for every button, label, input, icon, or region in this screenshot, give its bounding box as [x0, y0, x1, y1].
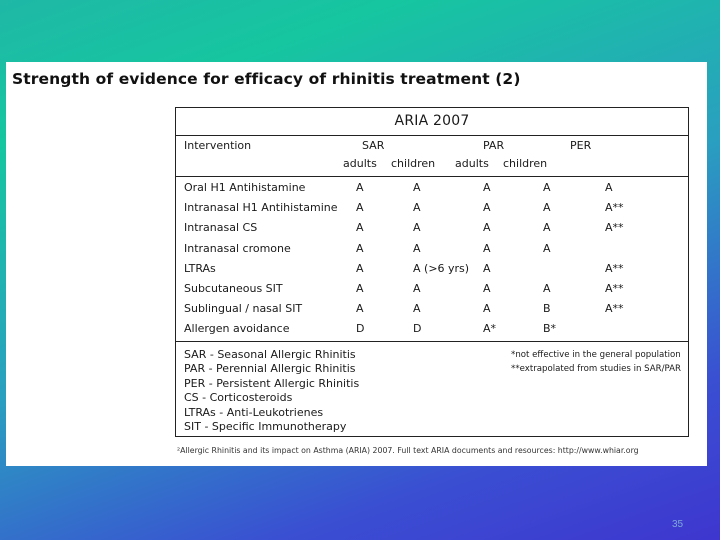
cell-sar-children: A — [413, 282, 421, 295]
cell-intervention: Intranasal cromone — [184, 241, 291, 255]
cell-intervention: LTRAs — [184, 261, 216, 275]
cell-sar-children: A — [413, 302, 421, 316]
col-sar-children: children — [391, 157, 436, 170]
cell-sar-adults: A — [356, 181, 364, 194]
cell-intervention: Sublingual / nasal SIT — [184, 302, 303, 316]
cell-par-children: A — [543, 282, 551, 295]
table-header: ARIA 2007 — [176, 108, 688, 136]
cell-sar-adults: A — [356, 261, 364, 275]
table-row — [176, 201, 688, 221]
cell-par-children: A — [543, 221, 551, 235]
table-row — [176, 262, 688, 282]
cell-sar-adults: D — [356, 322, 365, 336]
legend-item: PER - Persistent Allergic Rhinitis — [184, 376, 360, 390]
cell-par-children: A — [543, 201, 551, 215]
cell-par-adults: A — [483, 241, 491, 255]
slide-title: Strength of evidence for efficacy of rhinitis treatment (2) — [12, 70, 521, 88]
column-headers — [176, 136, 688, 177]
evidence-table — [175, 107, 689, 437]
cell-per: A** — [605, 201, 624, 215]
cell-par-children: A — [543, 181, 551, 194]
cell-per: A — [605, 181, 613, 194]
footnote-item: *not effective in the general population — [511, 350, 681, 360]
legend-item: CS - Corticosteroids — [184, 391, 293, 405]
col-par: PAR — [483, 139, 505, 152]
cell-sar-children: D — [413, 322, 422, 336]
cell-intervention: Intranasal CS — [184, 221, 258, 235]
cell-per: A** — [605, 261, 624, 275]
col-per: PER — [570, 139, 592, 152]
cell-par-children: A — [543, 241, 551, 255]
cell-par-children: B* — [543, 322, 557, 336]
legend-item: LTRAs - Anti-Leukotrienes — [184, 405, 324, 419]
col-par-adults: adults — [455, 157, 489, 170]
footnotes — [511, 348, 681, 376]
table-row — [176, 221, 688, 241]
col-sar-adults: adults — [343, 157, 377, 170]
table-row — [176, 181, 688, 201]
legend-item: SAR - Seasonal Allergic Rhinitis — [184, 348, 356, 361]
slide-card — [6, 62, 707, 466]
source-note: ²Allergic Rhinitis and its impact on Asthma (ARIA) 2007. Full text ARIA documents and resources: http://www.whiar.org — [177, 446, 639, 455]
cell-sar-children: A — [413, 241, 421, 255]
legend-item: PAR - Perennial Allergic Rhinitis — [184, 362, 356, 376]
cell-sar-adults: A — [356, 282, 364, 295]
legend-item: SIT - Specific Immunotherapy — [184, 420, 347, 434]
col-intervention: Intervention — [184, 139, 252, 152]
cell-per: A** — [605, 302, 624, 316]
cell-intervention: Intranasal H1 Antihistamine — [184, 201, 338, 215]
cell-sar-children: A (>6 yrs) — [413, 261, 470, 275]
cell-par-adults: A — [483, 181, 491, 194]
cell-per: A** — [605, 282, 624, 295]
table-row — [176, 242, 688, 262]
cell-intervention: Oral H1 Antihistamine — [184, 181, 306, 194]
cell-par-adults: A* — [483, 322, 497, 336]
col-par-children: children — [503, 157, 548, 170]
footnote-item: **extrapolated from studies in SAR/PAR — [511, 364, 681, 374]
cell-sar-adults: A — [356, 201, 364, 215]
cell-par-adults: A — [483, 302, 491, 316]
cell-sar-adults: A — [356, 241, 364, 255]
cell-per: A** — [605, 221, 624, 235]
cell-intervention: Allergen avoidance — [184, 322, 290, 336]
abbreviation-legend — [184, 348, 359, 434]
cell-par-adults: A — [483, 221, 491, 235]
table-row — [176, 302, 688, 322]
cell-sar-adults: A — [356, 221, 364, 235]
cell-intervention: Subcutaneous SIT — [184, 282, 283, 295]
legend — [176, 342, 688, 438]
cell-par-adults: A — [483, 261, 491, 275]
cell-sar-children: A — [413, 221, 421, 235]
cell-par-children: B — [543, 302, 551, 316]
cell-sar-children: A — [413, 181, 421, 194]
page-number: 35 — [672, 519, 684, 530]
table-row — [176, 322, 688, 342]
cell-sar-adults: A — [356, 302, 364, 316]
cell-sar-children: A — [413, 201, 421, 215]
table-body — [176, 177, 688, 342]
col-sar: SAR — [362, 139, 385, 152]
cell-par-adults: A — [483, 201, 491, 215]
table-row — [176, 282, 688, 302]
cell-par-adults: A — [483, 282, 491, 295]
